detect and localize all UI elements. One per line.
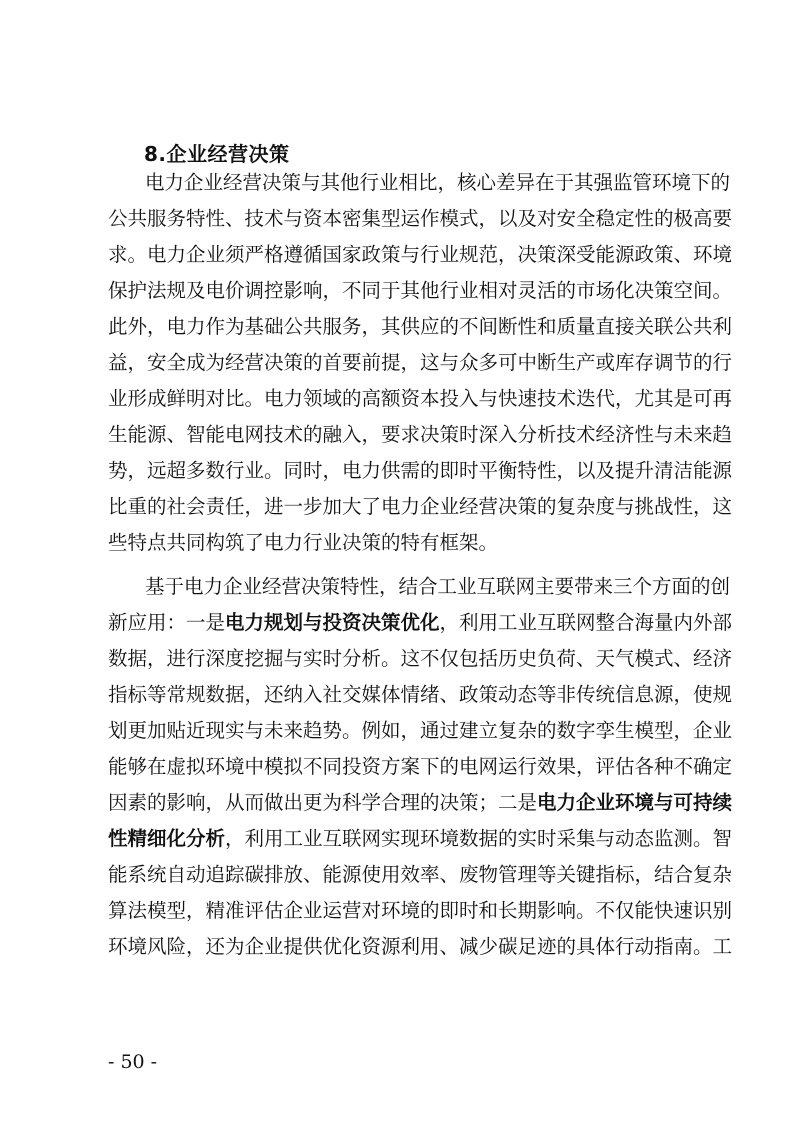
paragraph-line: 能够在虚拟环境中模拟不同投资方案下的电网运行效果，评估各种不确定 — [108, 755, 733, 778]
paragraph-line: 势，远超多数行业。同时，电力供需的即时平衡特性，以及提升清洁能源 — [108, 459, 733, 482]
paragraph-line: 指标等常规数据，还纳入社交媒体情绪、政策动态等非传统信息源，使规 — [108, 683, 733, 706]
paragraph-line: 比重的社会责任，进一步加大了电力企业经营决策的复杂度与挑战性，这 — [108, 495, 733, 518]
text-run: ，利用工业互联网整合海量内外部 — [439, 611, 733, 634]
paragraph-line: 益，安全成为经营决策的首要前提，这与众多可中断生产或库存调节的行 — [108, 351, 733, 374]
page-number: - 50 - — [108, 1051, 158, 1073]
text-run: 因素的影响，从而做出更为科学合理的决策；二是 — [108, 791, 538, 814]
paragraph-line: 算法模型，精准评估企业运营对环境的即时和长期影响。不仅能快速识别 — [108, 899, 733, 922]
text-run: 新应用：一是 — [108, 611, 226, 634]
paragraph-line: 生能源、智能电网技术的融入，要求决策时深入分析技术经济性与未来趋 — [108, 423, 733, 446]
paragraph-line — [108, 785, 733, 821]
paragraph-line: 环境风险，还为企业提供优化资源利用、减少碳足迹的具体行动指南。工 — [108, 935, 733, 958]
bold-phrase: 电力企业环境与可持续 — [537, 791, 733, 814]
paragraph-line: 数据，进行深度挖掘与实时分析。这不仅包括历史负荷、天气模式、经济 — [108, 647, 733, 670]
paragraph-line: 划更加贴近现实与未来趋势。例如，通过建立复杂的数字孪生模型，企业 — [108, 719, 733, 742]
paragraph-line: 此外，电力作为基础公共服务，其供应的不间断性和质量直接关联公共利 — [108, 315, 733, 338]
paragraph-line: 能系统自动追踪碳排放、能源使用效率、废物管理等关键指标，结合复杂 — [108, 863, 733, 886]
text-run: ，利用工业互联网实现环境数据的实时采集与动态监测。智 — [225, 827, 733, 850]
paragraph-line — [108, 821, 733, 857]
paragraph-line: 公共服务特性、技术与资本密集型运作模式，以及对安全稳定性的极高要 — [108, 207, 733, 230]
bold-phrase: 性精细化分析 — [108, 827, 226, 850]
paragraph-line: 保护法规及电价调控影响，不同于其他行业相对灵活的市场化决策空间。 — [108, 279, 733, 302]
paragraph-line: 些特点共同构筑了电力行业决策的特有框架。 — [108, 531, 499, 554]
paragraph-line: 求。电力企业须严格遵循国家政策与行业规范，决策深受能源政策、环境 — [108, 243, 733, 266]
paragraph-line: 业形成鲜明对比。电力领域的高额资本投入与快速技术迭代，尤其是可再 — [108, 387, 733, 410]
paragraph-line — [108, 605, 733, 641]
paragraph-line: 基于电力企业经营决策特性，结合工业互联网主要带来三个方面的创 — [145, 575, 731, 598]
section-heading: 8.企业经营决策 — [144, 142, 290, 166]
bold-phrase: 电力规划与投资决策优化 — [225, 611, 440, 634]
paragraph-line: 电力企业经营决策与其他行业相比，核心差异在于其强监管环境下的 — [145, 171, 731, 194]
